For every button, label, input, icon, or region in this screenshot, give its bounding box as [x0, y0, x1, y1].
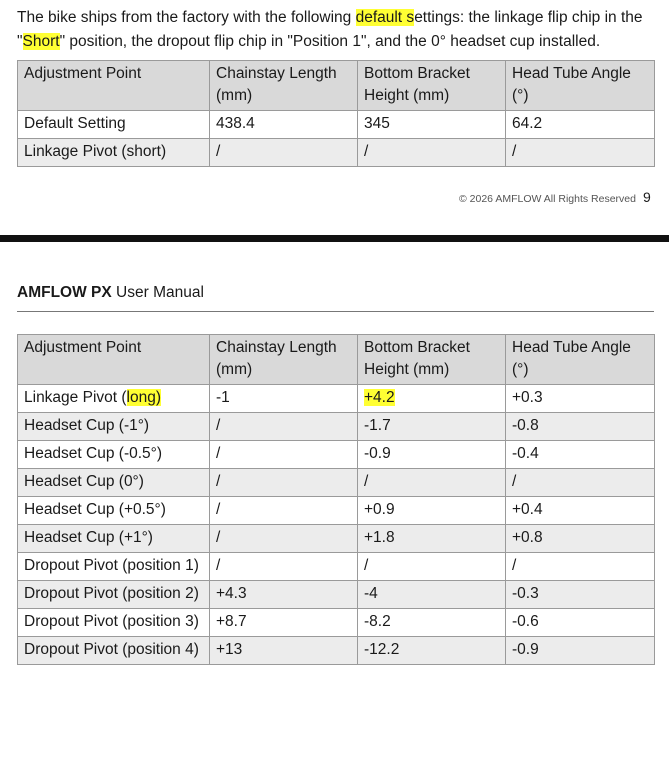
- copyright-notice: © 2026 AMFLOW All Rights Reserved: [459, 193, 636, 205]
- table-cell: -0.4: [506, 441, 655, 469]
- table-cell: Dropout Pivot (position 2): [18, 581, 210, 609]
- table-cell: -12.2: [358, 637, 506, 665]
- table-cell: Dropout Pivot (position 4): [18, 637, 210, 665]
- table-cell: +0.3: [506, 385, 655, 413]
- column-header: Chainstay Length (mm): [210, 61, 358, 111]
- table-row: [18, 497, 655, 525]
- table-cell: Headset Cup (+1°): [18, 525, 210, 553]
- linkage-long-label: Linkage Pivot (: [24, 389, 127, 406]
- table-cell: 438.4: [210, 111, 358, 139]
- table-cell: [18, 385, 210, 413]
- table-row: [18, 139, 655, 167]
- table-header-row: [18, 61, 655, 111]
- table-cell: -1: [210, 385, 358, 413]
- highlight-long: long): [126, 389, 161, 406]
- table-row: [18, 553, 655, 581]
- column-header: Head Tube Angle (°): [506, 61, 655, 111]
- table-cell: -0.6: [506, 609, 655, 637]
- intro-text-part-1: The bike ships from the factory with the following: [17, 9, 356, 26]
- table-row: [18, 637, 655, 665]
- default-settings-table: [17, 60, 655, 167]
- table-row: [18, 469, 655, 497]
- table-cell: /: [210, 553, 358, 581]
- table-cell: /: [506, 553, 655, 581]
- table-header-row: [18, 335, 655, 385]
- table-row: [18, 609, 655, 637]
- table-cell: -0.3: [506, 581, 655, 609]
- manual-header: [17, 284, 204, 302]
- table-cell: Dropout Pivot (position 1): [18, 553, 210, 581]
- table-cell: +0.4: [506, 497, 655, 525]
- table-cell: -1.7: [358, 413, 506, 441]
- table-cell: Dropout Pivot (position 3): [18, 609, 210, 637]
- table-cell: /: [210, 525, 358, 553]
- table-cell: +8.7: [210, 609, 358, 637]
- table-cell: Headset Cup (-1°): [18, 413, 210, 441]
- table-cell: /: [210, 497, 358, 525]
- table-cell: +0.8: [506, 525, 655, 553]
- table-cell: /: [358, 553, 506, 581]
- table-cell: /: [210, 139, 358, 167]
- table-cell: +4.3: [210, 581, 358, 609]
- table-row: [18, 385, 655, 413]
- table-cell: /: [506, 469, 655, 497]
- table-row: [18, 413, 655, 441]
- highlight-bb-value: +4.2: [364, 389, 395, 406]
- table-cell: -0.9: [358, 441, 506, 469]
- table-cell: 64.2: [506, 111, 655, 139]
- highlight-short: Short: [22, 33, 60, 50]
- table-cell: -0.9: [506, 637, 655, 665]
- table-cell: Default Setting: [18, 111, 210, 139]
- table-cell: [358, 385, 506, 413]
- table-cell: /: [210, 469, 358, 497]
- table-cell: Headset Cup (0°): [18, 469, 210, 497]
- table-cell: Linkage Pivot (short): [18, 139, 210, 167]
- intro-paragraph: [17, 6, 662, 54]
- column-header: Adjustment Point: [18, 335, 210, 385]
- table-cell: +13: [210, 637, 358, 665]
- table-cell: -0.8: [506, 413, 655, 441]
- header-rule: [17, 311, 654, 312]
- column-header: Adjustment Point: [18, 61, 210, 111]
- table-cell: -8.2: [358, 609, 506, 637]
- table-row: [18, 581, 655, 609]
- table-cell: /: [358, 139, 506, 167]
- page-number: 9: [643, 189, 651, 205]
- table-row: [18, 525, 655, 553]
- table-cell: Headset Cup (-0.5°): [18, 441, 210, 469]
- table-cell: +0.9: [358, 497, 506, 525]
- page-break-divider: [0, 235, 669, 242]
- table-cell: -4: [358, 581, 506, 609]
- table-cell: 345: [358, 111, 506, 139]
- table-row: [18, 441, 655, 469]
- column-header: Bottom Bracket Height (mm): [358, 335, 506, 385]
- table-cell: /: [506, 139, 655, 167]
- adjustment-table: [17, 334, 655, 665]
- column-header: Bottom Bracket Height (mm): [358, 61, 506, 111]
- table-cell: /: [210, 413, 358, 441]
- table-cell: +1.8: [358, 525, 506, 553]
- column-header: Chainstay Length (mm): [210, 335, 358, 385]
- table-row: [18, 111, 655, 139]
- brand-name: AMFLOW PX: [17, 284, 112, 301]
- highlight-default: default s: [355, 9, 415, 26]
- table-cell: /: [358, 469, 506, 497]
- table-cell: /: [210, 441, 358, 469]
- intro-text-part-2: ettings: the linkage flip chip in the ": [17, 9, 643, 50]
- intro-text-part-3: " position, the dropout flip chip in "Position 1", and the 0° headset cup installed.: [59, 33, 601, 50]
- table-cell: Headset Cup (+0.5°): [18, 497, 210, 525]
- manual-title: User Manual: [116, 284, 204, 301]
- column-header: Head Tube Angle (°): [506, 335, 655, 385]
